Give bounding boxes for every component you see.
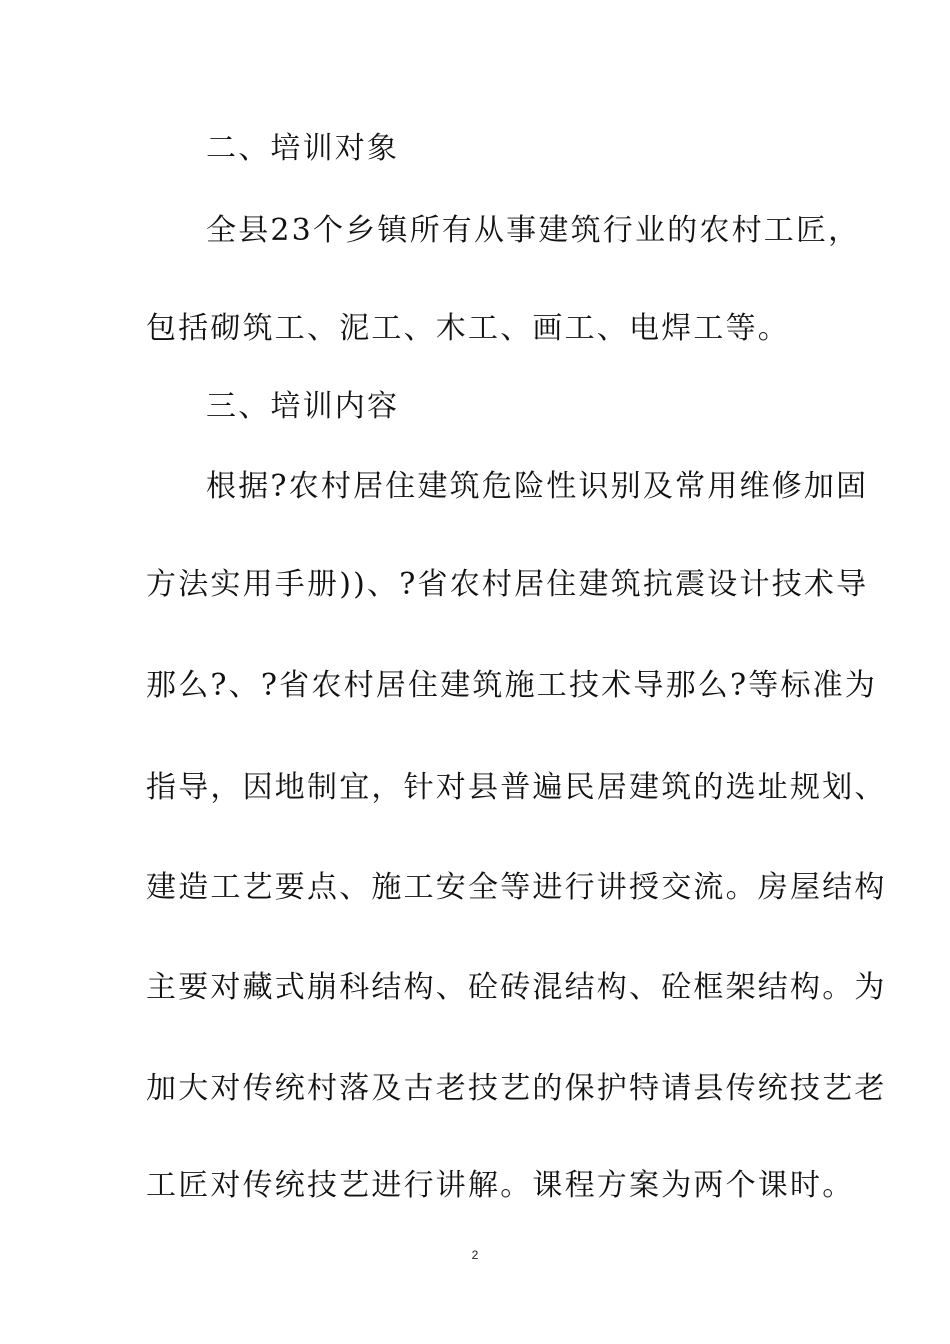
section-heading-training-targets: 二、培训对象 — [206, 131, 400, 166]
paragraph-line: 指导，因地制宜，针对县普遍民居建筑的选址规划、 — [146, 770, 887, 805]
section-heading-training-content: 三、培训内容 — [206, 389, 400, 424]
paragraph-line: 加大对传统村落及古老技艺的保护特请县传统技艺老 — [146, 1071, 887, 1106]
paragraph-line: 建造工艺要点、施工安全等进行讲授交流。房屋结构 — [146, 870, 887, 905]
paragraph-line: 根据?农村居住建筑危险性识别及常用维修加固 — [206, 469, 869, 504]
paragraph-line: 主要对藏式崩科结构、砼砖混结构、砼框架结构。为 — [146, 970, 887, 1005]
paragraph-line: 全县23个乡镇所有从事建筑行业的农村工匠， — [206, 213, 861, 248]
paragraph-line: 那么?、?省农村居住建筑施工技术导那么?等标准为 — [146, 668, 878, 703]
paragraph-line: 包括砌筑工、泥工、木工、画工、电焊工等。 — [146, 311, 790, 346]
paragraph-line: 方法实用手册))、?省农村居住建筑抗震设计技术导 — [146, 567, 869, 602]
paragraph-line: 工匠对传统技艺进行讲解。课程方案为两个课时。 — [146, 1168, 855, 1203]
page-number: 2 — [471, 1248, 479, 1262]
